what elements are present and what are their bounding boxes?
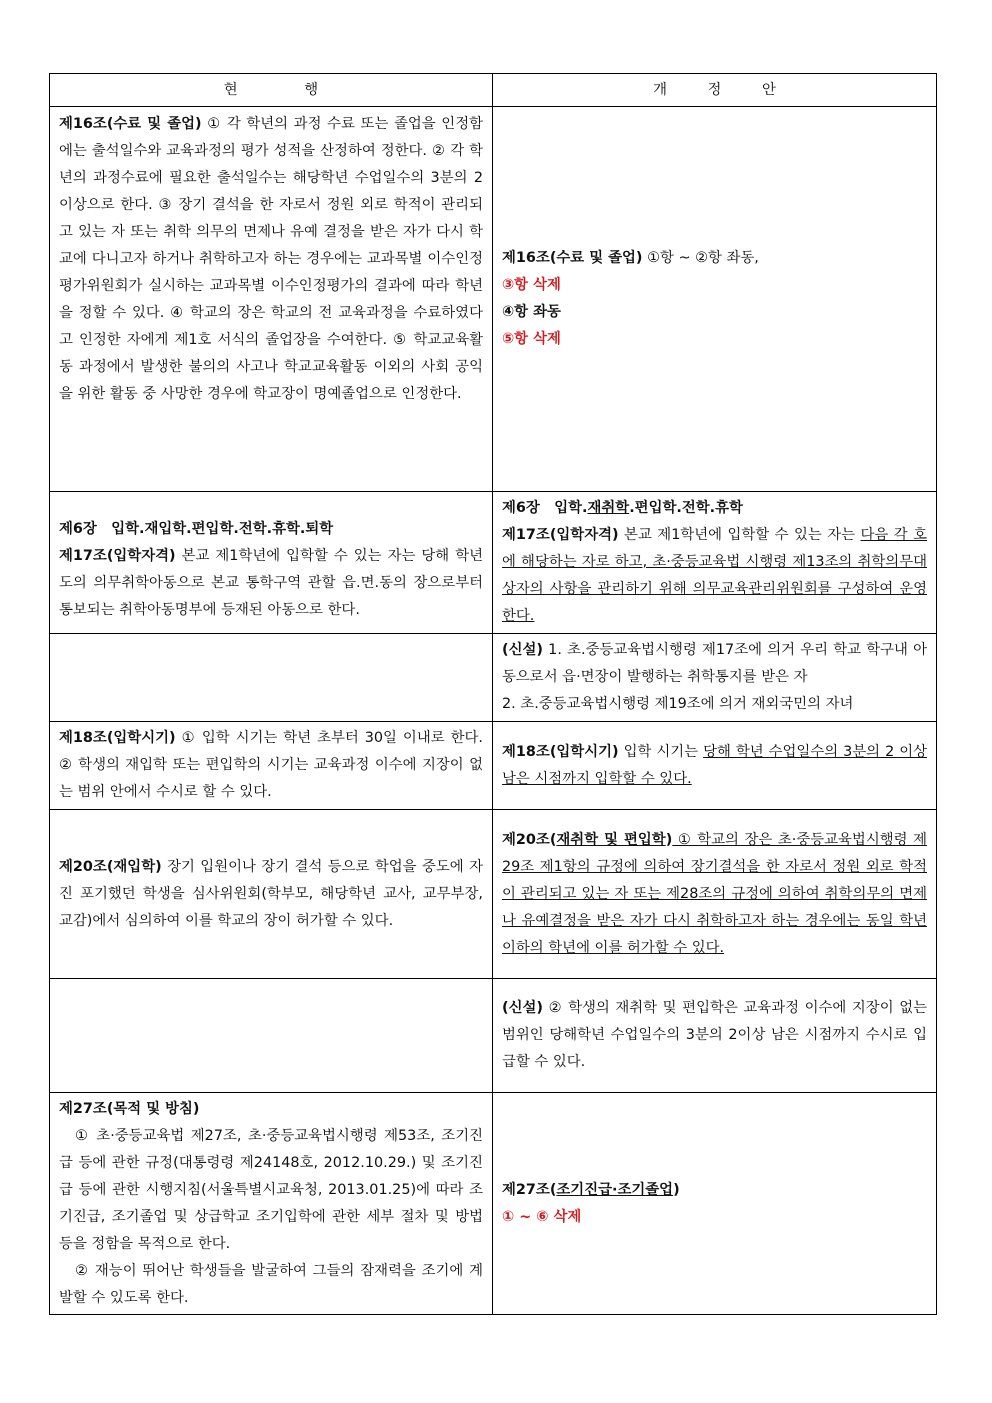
amended-text: ① 학교의 장은 초·중등교육법시행령 제29조 제1항의 규정에 의하여 장기결석을 한 자로서 정원 외로 학적이 관리되고 있는 자 또는 제28조의 규정에 의하여 취학의무의 면제나 유예결정을 받은 자가 다시 취학하고자 하는 경우에는 동일 학년 이하의 학년에 이를 허가할 수 있다. [502,831,927,956]
revised-cell-art20 [493,810,937,979]
deleted-line: ⑤항 삭제 [502,331,561,347]
header-row [50,74,937,107]
article-title: 제27조(목적 및 방침) [59,1100,200,1117]
article-title: 제16조(수료 및 졸업) [59,116,202,132]
same-line: ④항 좌동 [502,304,561,320]
revised-cell-art20-new [493,979,937,1093]
article-body: ①항 ~ ②항 좌동, [642,250,759,266]
article-title: 제27조(조기진급·조기졸업) [502,1181,680,1198]
current-cell-art17 [50,492,493,634]
revised-cell-art18 [493,722,937,810]
article-body: 본교 제1학년에 입학할 수 있는 자는 당해 학년도의 의무취학아동으로 본교 통학구역 관할 읍.면.동의 장으로부터 통보되는 취학아동명부에 등재된 아동으로 한다. [59,547,483,618]
clause: ② 재능이 뛰어난 학생들을 발굴하여 그들의 잠재력을 조기에 계발할 수 있도록 한다. [59,1262,483,1306]
current-cell-art27 [50,1093,493,1315]
revised-line [502,245,927,272]
revised-cell-art17-new [493,634,937,722]
new-tag: (신설) [502,1000,543,1016]
current-cell-art18 [50,722,493,810]
article-body: 본교 제1학년에 입학할 수 있는 자는 [618,527,861,543]
article-body: ① 입학 시기는 학년 초부터 30일 이내로 한다. ② 학생의 재입학 또는 편입학의 시기는 교육과정 이수에 지장이 없는 범위 안에서 수시로 할 수 있다. [59,730,483,800]
new-clause: ② 학생의 재취학 및 편입학은 교육과정 이수에 지장이 없는 범위인 당해학년 수업일수의 3분의 2이상 남은 시점까지 수시로 입급할 수 있다. [502,1000,927,1070]
comparison-table [49,73,937,1315]
revised-cell-art16 [493,107,937,492]
table-row [50,634,937,722]
chapter-title: 제6장 입학.재취학.편입학.전학.휴학 [502,500,743,516]
amended-text: 당해 학년 수업일수의 3분의 2 이상 남은 시점까지 입학할 수 있다. [502,743,928,787]
article-title: 제16조(수료 및 졸업) [502,250,643,266]
table-row [50,722,937,810]
article-body: 장기 입원이나 장기 결석 등으로 학업을 중도에 자진 포기했던 학생을 심사위원회(학부모, 해당학년 교사, 교무부장, 교감)에서 심의하여 이를 학교의 장이 허가할 수 있다. [59,858,483,929]
new-clause: (신설) 1. 초.중등교육법시행령 제17조에 의거 우리 학교 학구내 아동으로서 읍·면장이 발행하는 취학통지를 받은 자 [502,642,927,685]
article-body: 입학 시기는 [618,743,704,760]
article-body: ① 각 학년의 과정 수료 또는 졸업을 인정함에는 출석일수와 교육과정의 평가 성적을 산정하여 정한다. ② 각 학년의 과정수료에 필요한 출석일수는 해당학년 수업일수의 3분의 2이상으로 한다. ③ 장기 결석을 한 자로서 정원 외로 학적이 관리되고 있는 자 또는 취학 의무의 면제나 유예 결정을 받은 자가 다시 학교에 다니고자 하거나 취학하고자 하는 경우에는 교과목별 이수인정평가위원회가 실시하는 교과목별 이수인정평가의 결과에 따라 학년을 정할 수 있다. ④ 학교의 장은 학교의 전 교육과정을 수료하였다고 인정한 자에게 제1호 서식의 졸업장을 수여한다. ⑤ 학교교육활동 과정에서 발생한 불의의 사고나 학교교육활동 이외의 사회 공익을 위한 활동 중 사망한 경우에 학교장이 명예졸업으로 인정한다. [59,116,484,402]
header-revised: 개 정 안 [493,74,937,107]
table-row [50,979,937,1093]
empty-cell [50,634,493,722]
new-clause: 2. 초.중등교육법시행령 제19조에 의거 재외국민의 자녀 [502,696,854,712]
article-title: 제17조(입학자격) [502,527,619,543]
deleted-line: ① ~ ⑥ 삭제 [502,1208,582,1225]
header-current: 현 행 [50,74,493,107]
current-cell-art20 [50,810,493,979]
article-title: 제20조(재입학) [59,858,162,875]
empty-cell [50,979,493,1093]
article-title: 제20조(재취학 및 편입학) [502,831,673,848]
article-title: 제17조(입학자격) [59,547,176,564]
amended-text: 다음 각 호에 해당하는 자로 하고, 초·중등교육법 시행령 제13조의 취학의무대상자의 사항을 관리하기 위해 의무교육관리위원회를 구성하여 운영한다. [502,527,927,624]
current-cell-art16 [50,107,493,492]
revised-cell-art27 [493,1093,937,1315]
table-row [50,492,937,634]
deleted-line: ③항 삭제 [502,277,561,293]
revised-cell-art17 [493,492,937,634]
article-title: 제18조(입학시기) [59,730,176,746]
chapter-title: 제6장 입학.재입학.편입학.전학.휴학.퇴학 [59,520,334,537]
table-row [50,1093,937,1315]
table-row [50,810,937,979]
clause: ① 초·중등교육법 제27조, 초·중등교육법시행령 제53조, 조기진급 등에 관한 규정(대통령령 제24148호, 2012.10.29.) 및 조기진급 등에 관한 시행지침(서울특별시교육청, 2013.01.25)에 따라 조기진급, 조기졸업 및 상급학교 조기입학에 관한 세부 절차 및 방법 등을 정함을 목적으로 한다. [59,1127,483,1252]
article-title: 제18조(입학시기) [502,743,619,760]
table-row [50,107,937,492]
